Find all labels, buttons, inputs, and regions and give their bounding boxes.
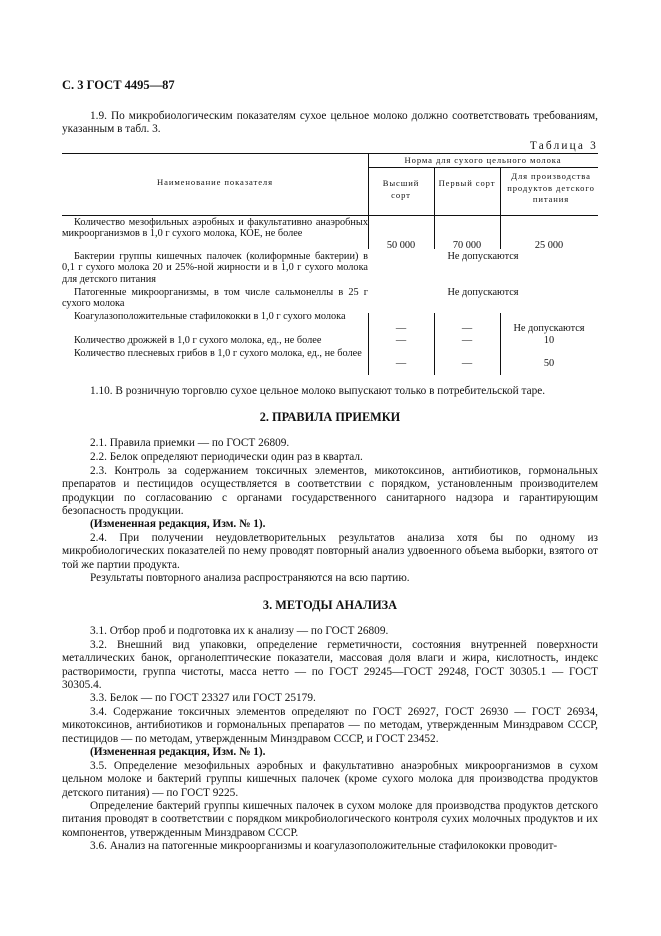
section-3-title: 3. МЕТОДЫ АНАЛИЗА [262, 598, 398, 612]
paragraph-3-5: 3.5. Определение мезофильных аэробных и факультативно анаэробных микроорганизмов в сухом цельном молоке и бактерий группы кишечных палочек (кроме сухого молока для производства продуктов детского питания) — по ГОСТ 9225. [62, 760, 598, 799]
table-row-name: Количество мезофильных аэробных и факультативно анаэробных микроорганизмов в 1,0 г сухого молока, КОЕ, не более [62, 217, 368, 240]
table-cell-first: — [461, 323, 473, 334]
table-cell-highest: — [395, 323, 407, 334]
table-3 [62, 153, 598, 377]
table-row-name: Количество дрожжей в 1,0 г сухого молока, ед., не более [74, 335, 322, 346]
table-cell-merged: Не допускаются [447, 251, 519, 262]
section-2-title: 2. ПРАВИЛА ПРИЕМКИ [259, 410, 401, 424]
table-header-group: Норма для сухого цельного молока [404, 155, 562, 165]
paragraph-3-1: 3.1. Отбор проб и подготовка их к анализу — по ГОСТ 26809. [90, 625, 389, 637]
table-header-highest: Высший сорт [382, 178, 420, 200]
table-caption: Таблица 3 [529, 140, 598, 152]
paragraph-3-5b: Определение бактерий группы кишечных палочек в сухом молоке для производства продуктов детского питания проводят в соответствии с порядком микробиологического контроля сухих молочных продуктов и их компонентов, утвержденным Минздравом СССР. [62, 800, 598, 839]
table-cell-first: 70 000 [452, 240, 482, 251]
table-row-name: Коагулазоположительные стафилококки в 1,0 г сухого молока [74, 311, 346, 322]
table-header-rule [62, 215, 598, 216]
table-row-name: Количество плесневых грибов в 1,0 г сухого молока, ед., не более [74, 348, 362, 359]
table-cell-highest: 50 000 [386, 240, 416, 251]
table-row-name: Бактерии группы кишечных палочек (колиформные бактерии) в 0,1 г сухого молока 20 и 25%-ной жирности и в 1,0 г сухого молока для детского питания [62, 251, 368, 285]
amendment-note: (Измененная редакция, Изм. № 1). [90, 518, 266, 530]
table-col-divider [500, 167, 501, 215]
paragraph-3-3: 3.3. Белок — по ГОСТ 23327 или ГОСТ 25179. [90, 692, 316, 704]
table-cell-baby: 25 000 [534, 240, 564, 251]
table-row-name: Патогенные микроорганизмы, в том числе сальмонеллы в 25 г сухого молока [62, 287, 368, 310]
table-top-rule [62, 153, 598, 154]
paragraph-3-2: 3.2. Внешний вид упаковки, определение герметичности, состояния внутренней поверхности металлических банок, органолептические показатели, массовая доля влаги и жира, кислотность, индекс растворимости, группа чистоты, масса нетто — по ГОСТ 29245—ГОСТ 29248, ГОСТ 30305.1 — ГОСТ 30305.4. [62, 639, 598, 692]
table-cell-baby: Не допускаются [513, 323, 585, 334]
paragraph-1-9: 1.9. По микробиологическим показателям сухое цельное молоко должно соответствовать требованиям, указанным в табл. 3. [62, 110, 598, 136]
table-cell-first: — [461, 358, 473, 369]
table-cell-merged: Не допускаются [447, 287, 519, 298]
table-cell-highest: — [395, 335, 407, 346]
paragraph-2-4: 2.4. При получении неудовлетворительных результатов анализа хотя бы по одному из микробиологических показателей по нему проводят повторный анализ удвоенного объема выборки, взятого от той же партии продукта. [62, 532, 598, 571]
table-cell-baby: 10 [543, 335, 555, 346]
table-header-first: Первый сорт [438, 178, 496, 188]
table-cell-first: — [461, 335, 473, 346]
table-group-rule [368, 167, 598, 168]
paragraph-2-4b: Результаты повторного анализа распространяются на всю партию. [90, 572, 410, 584]
table-cell-highest: — [395, 358, 407, 369]
amendment-note: (Измененная редакция, Изм. № 1). [90, 746, 266, 758]
table-col-divider [434, 167, 435, 215]
table-header-baby: Для производства продуктов детского питания [507, 171, 595, 204]
paragraph-1-10: 1.10. В розничную торговлю сухое цельное молоко выпускают только в потребительской таре. [90, 385, 546, 397]
table-header-name: Наименование показателя [157, 177, 273, 187]
page-header: С. 3 ГОСТ 4495—87 [62, 78, 175, 92]
table-cell-baby: 50 [543, 358, 555, 369]
paragraph-3-6: 3.6. Анализ на патогенные микроорганизмы и коагулазоположительные стафилококки проводит- [90, 840, 558, 852]
paragraph-2-2: 2.2. Белок определяют периодически один раз в квартал. [90, 451, 363, 463]
paragraph-2-1: 2.1. Правила приемки — по ГОСТ 26809. [90, 437, 290, 449]
paragraph-2-3: 2.3. Контроль за содержанием токсичных элементов, микотоксинов, антибиотиков, гормональных препаратов и пестицидов осуществляется в соответствии с порядком, установленным производителем продукции по согласованию с органами государственного санитарного надзора и гарантирующим безопасность продукции. [62, 465, 598, 518]
paragraph-3-4: 3.4. Содержание токсичных элементов определяют по ГОСТ 26927, ГОСТ 26930 — ГОСТ 26934, микотоксинов, антибиотиков и гормональных препаратов — по методам, утвержденным Минздравом СССР, пестицидов — по методам, утвержденным Минздравом СССР, и ГОСТ 23452. [62, 706, 598, 745]
